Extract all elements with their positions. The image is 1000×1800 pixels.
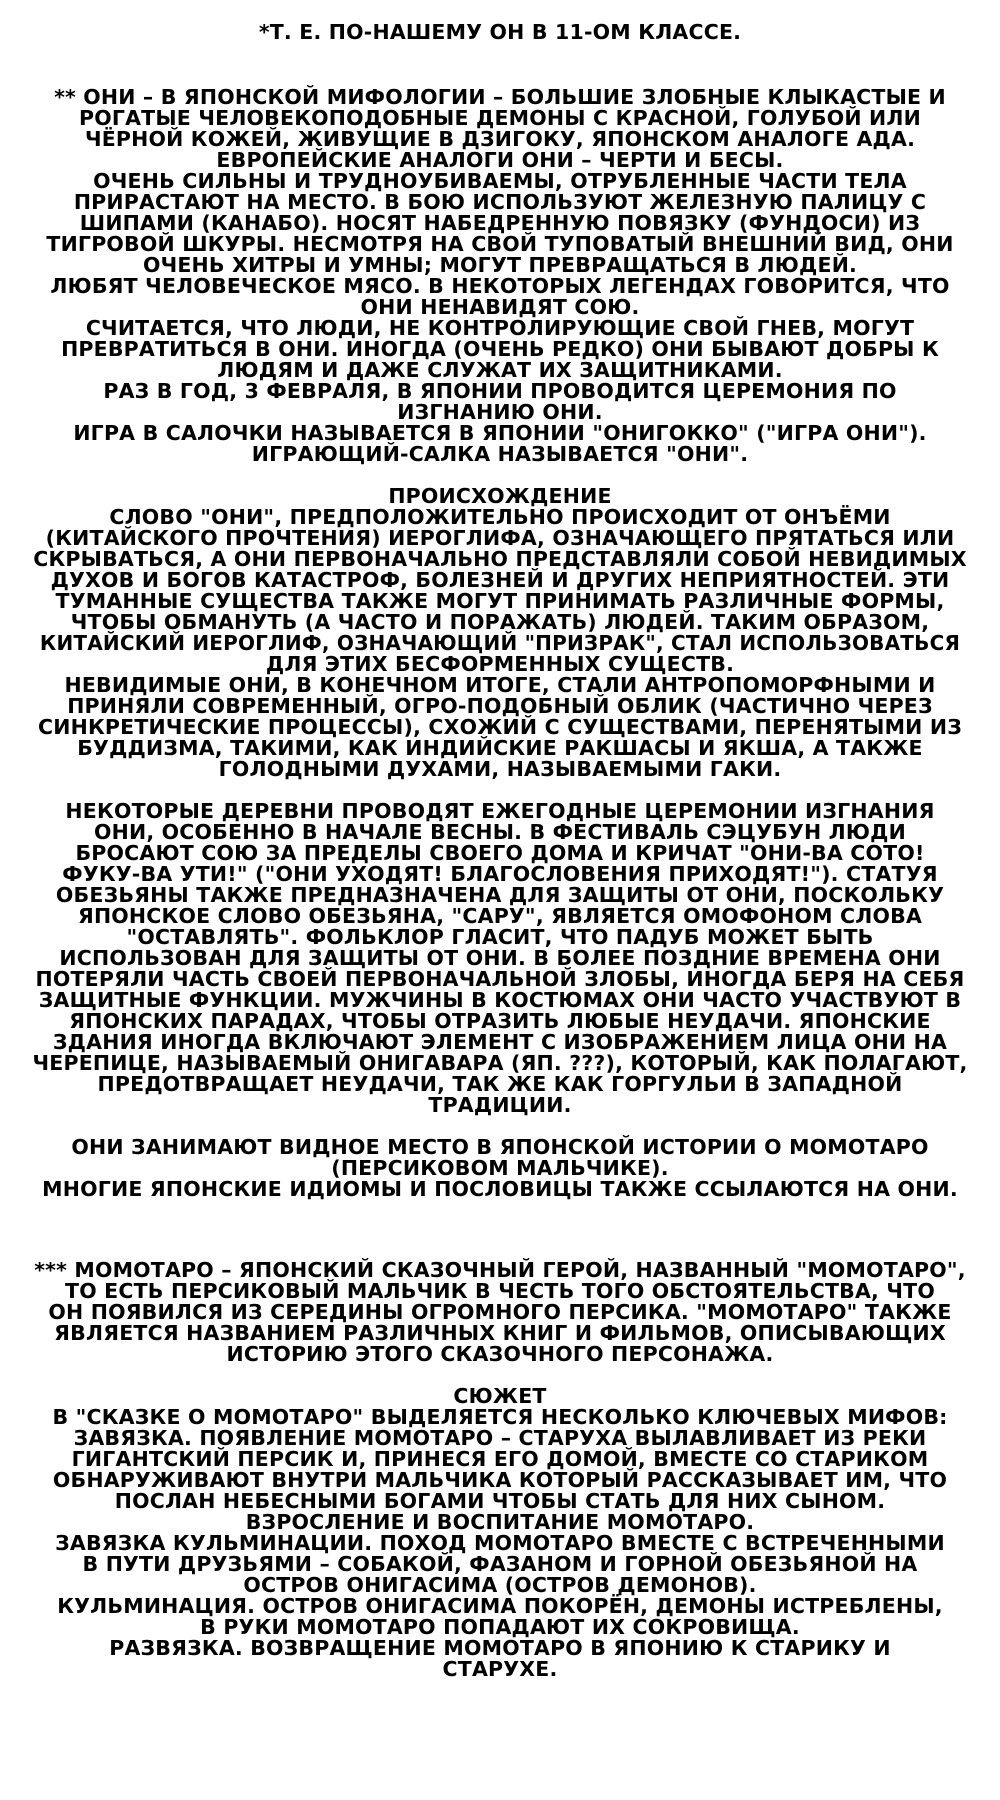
text-line: ЗАВЯЗКА КУЛЬМИНАЦИИ. ПОХОД МОМОТАРО ВМЕСТЕ С ВСТРЕЧЕННЫМИ	[55, 1531, 945, 1555]
text-line: ПРЕВРАТИТЬСЯ В ОНИ. ИНОГДА (ОЧЕНЬ РЕДКО) ОНИ БЫВАЮТ ДОБРЫ К	[61, 337, 939, 361]
text-line: ЧЕРЕПИЦЕ, НАЗЫВАЕМЫЙ ОНИГАВАРА (ЯП. ???), КОТОРЫЙ, КАК ПОЛАГАЮТ,	[32, 1051, 968, 1075]
text-line: СЛОВО "ОНИ", ПРЕДПОЛОЖИТЕЛЬНО ПРОИСХОДИТ ОТ ОНЪЁМИ	[109, 505, 891, 529]
text-line: В ПУТИ ДРУЗЬЯМИ – СОБАКОЙ, ФАЗАНОМ И ГОРНОЙ ОБЕЗЬЯНОЙ НА	[82, 1552, 918, 1576]
text-line: РОГАТЫЕ ЧЕЛОВЕКОПОДОБНЫЕ ДЕМОНЫ С КРАСНОЙ, ГОЛУБОЙ ИЛИ	[79, 106, 921, 130]
text-line: МНОГИЕ ЯПОНСКИЕ ИДИОМЫ И ПОСЛОВИЦЫ ТАКЖЕ ССЫЛАЮТСЯ НА ОНИ.	[42, 1177, 958, 1201]
text-line: ОНИ НЕНАВИДЯТ СОЮ.	[360, 295, 640, 319]
text-line: ИЗГНАНИЮ ОНИ.	[397, 400, 603, 424]
text-line: ИСТОРИЮ ЭТОГО СКАЗОЧНОГО ПЕРСОНАЖА.	[226, 1342, 774, 1366]
text-line: "ОСТАВЛЯТЬ". ФОЛЬКЛОР ГЛАСИТ, ЧТО ПАДУБ МОЖЕТ БЫТЬ	[126, 925, 874, 949]
text-line: ОЧЕНЬ СИЛЬНЫ И ТРУДНОУБИВАЕМЫ, ОТРУБЛЕННЫЕ ЧАСТИ ТЕЛА	[93, 169, 907, 193]
text-line: ТИГРОВОЙ ШКУРЫ. НЕСМОТРЯ НА СВОЙ ТУПОВАТЫЙ ВНЕШНИЙ ВИД, ОНИ	[46, 232, 954, 256]
text-line: ГИГАНТСКИЙ ПЕРСИК И, ПРИНЕСЯ ЕГО ДОМОЙ, ВМЕСТЕ СО СТАРИКОМ	[71, 1447, 929, 1471]
text-line: *** МОМОТАРО – ЯПОНСКИЙ СКАЗОЧНЫЙ ГЕРОЙ, НАЗВАННЫЙ "МОМОТАРО",	[34, 1258, 966, 1282]
text-line: ИГРАЮЩИЙ-САЛКА НАЗЫВАЕТСЯ "ОНИ".	[251, 442, 749, 466]
text-line: ОСТРОВ ОНИГАСИМА (ОСТРОВ ДЕМОНОВ).	[243, 1573, 757, 1597]
footnote-momotaro	[30, 1260, 970, 1680]
text-line: ДУХОВ И БОГОВ КАТАСТРОФ, БОЛЕЗНЕЙ И ДРУГИХ НЕПРИЯТНОСТЕЙ. ЭТИ	[50, 568, 950, 592]
text-line: СКРЫВАТЬСЯ, А ОНИ ПЕРВОНАЧАЛЬНО ПРЕДСТАВЛЯЛИ СОБОЙ НЕВИДИМЫХ	[33, 547, 967, 571]
text-line: БРОСАЮТ СОЮ ЗА ПРЕДЕЛЫ СВОЕГО ДОМА И КРИЧАТ "ОНИ-ВА СОТО!	[75, 841, 925, 865]
text-line: ПРИНЯЛИ СОВРЕМЕННЫЙ, ОГРО-ПОДОБНЫЙ ОБЛИК (ЧАСТИЧНО ЧЕРЕЗ	[67, 694, 933, 718]
oni-momotaro-paragraph	[30, 1137, 970, 1200]
text-line: ГОЛОДНЫМИ ДУХАМИ, НАЗЫВАЕМЫМИ ГАКИ.	[218, 757, 782, 781]
text-line: В "СКАЗКЕ О МОМОТАРО" ВЫДЕЛЯЕТСЯ НЕСКОЛЬКО КЛЮЧЕВЫХ МИФОВ:	[52, 1405, 948, 1429]
text-line: ПОСЛАН НЕБЕСНЫМИ БОГАМИ ЧТОБЫ СТАТЬ ДЛЯ НИХ СЫНОМ.	[114, 1489, 886, 1513]
text-line: ЛЮБЯТ ЧЕЛОВЕЧЕСКОЕ МЯСО. В НЕКОТОРЫХ ЛЕГЕНДАХ ГОВОРИТСЯ, ЧТО	[50, 274, 950, 298]
text-line: ИГРА В САЛОЧКИ НАЗЫВАЕТСЯ В ЯПОНИИ "ОНИГОККО" ("ИГРА ОНИ").	[73, 421, 927, 445]
text-line: В РУКИ МОМОТАРО ПОПАДАЮТ ИХ СОКРОВИЩА.	[200, 1615, 800, 1639]
text-line: НЕВИДИМЫЕ ОНИ, В КОНЕЧНОМ ИТОГЕ, СТАЛИ АНТРОПОМОРФНЫМИ И	[64, 673, 936, 697]
text-line: ОН ПОЯВИЛСЯ ИЗ СЕРЕДИНЫ ОГРОМНОГО ПЕРСИКА. "МОМОТАРО" ТАКЖЕ	[48, 1300, 952, 1324]
text-line: ВЗРОСЛЕНИЕ И ВОСПИТАНИЕ МОМОТАРО.	[245, 1510, 755, 1534]
text-line: КИТАЙСКИЙ ИЕРОГЛИФ, ОЗНАЧАЮЩИЙ "ПРИЗРАК", СТАЛ ИСПОЛЬЗОВАТЬСЯ	[39, 631, 961, 655]
footnote-class: *Т. Е. ПО-НАШЕМУ ОН В 11-ОМ КЛАССЕ.	[258, 20, 742, 44]
text-line: ТРАДИЦИИ.	[428, 1093, 572, 1117]
text-line: ** ОНИ – В ЯПОНСКОЙ МИФОЛОГИИ – БОЛЬШИЕ ЗЛОБНЫЕ КЛЫКАСТЫЕ И	[54, 85, 946, 109]
text-line: ЧТОБЫ ОБМАНУТЬ (А ЧАСТО И ПОРАЖАТЬ) ЛЮДЕЙ. ТАКИМ ОБРАЗОМ,	[70, 610, 930, 634]
momotaro-plot-paragraph	[30, 1407, 970, 1680]
text-line: ИСПОЛЬЗОВАН ДЛЯ ЗАЩИТЫ ОТ ОНИ. В БОЛЕЕ ПОЗДНИЕ ВРЕМЕНА ОНИ	[59, 946, 941, 970]
text-line: ЛЮДЯМ И ДАЖЕ СЛУЖАТ ИХ ЗАЩИТНИКАМИ.	[217, 358, 783, 382]
origin-heading: ПРОИСХОЖДЕНИЕ	[388, 484, 612, 508]
text-line: ТО ЕСТЬ ПЕРСИКОВЫЙ МАЛЬЧИК В ЧЕСТЬ ТОГО ОБСТОЯТЕЛЬСТВА, ЧТО	[65, 1279, 935, 1303]
text-line: ЗДАНИЯ ИНОГДА ВКЛЮЧАЮТ ЭЛЕМЕНТ С ИЗОБРАЖЕНИЕМ ЛИЦА ОНИ НА	[52, 1030, 948, 1054]
text-line: ЯВЛЯЕТСЯ НАЗВАНИЕМ РАЗЛИЧНЫХ КНИГ И ФИЛЬМОВ, ОПИСЫВАЮЩИХ	[54, 1321, 946, 1345]
momotaro-intro-paragraph	[30, 1260, 970, 1365]
oni-origin-paragraph	[30, 507, 970, 780]
text-line: БУДДИЗМА, ТАКИМИ, КАК ИНДИЙСКИЕ РАКШАСЫ И ЯКША, А ТАКЖЕ	[77, 736, 923, 760]
text-line: РАЗ В ГОД, 3 ФЕВРАЛЯ, В ЯПОНИИ ПРОВОДИТСЯ ЦЕРЕМОНИЯ ПО	[103, 379, 897, 403]
text-line: СТАРУХЕ.	[442, 1657, 558, 1681]
text-line: ЗАЩИТНЫЕ ФУНКЦИИ. МУЖЧИНЫ В КОСТЮМАХ ОНИ ЧАСТО УЧАСТВУЮТ В	[38, 988, 962, 1012]
text-line: ПРИРАСТАЮТ НА МЕСТО. В БОЮ ИСПОЛЬЗУЮТ ЖЕЛЕЗНУЮ ПАЛИЦУ С	[73, 190, 927, 214]
text-line: ОНИ ЗАНИМАЮТ ВИДНОЕ МЕСТО В ЯПОНСКОЙ ИСТОРИИ О МОМОТАРО	[71, 1135, 929, 1159]
text-line: ОНИ, ОСОБЕННО В НАЧАЛЕ ВЕСНЫ. В ФЕСТИВАЛЬ СЭЦУБУН ЛЮДИ	[94, 820, 906, 844]
oni-intro-paragraph	[30, 87, 970, 465]
text-line: ЧЁРНОЙ КОЖЕЙ, ЖИВУЩИЕ В ДЗИГОКУ, ЯПОНСКОМ АНАЛОГЕ АДА.	[84, 127, 916, 151]
text-line: ОБНАРУЖИВАЮТ ВНУТРИ МАЛЬЧИКА КОТОРЫЙ РАССКАЗЫВАЕТ ИМ, ЧТО	[52, 1468, 948, 1492]
text-line: НЕКОТОРЫЕ ДЕРЕВНИ ПРОВОДЯТ ЕЖЕГОДНЫЕ ЦЕРЕМОНИИ ИЗГНАНИЯ	[65, 799, 935, 823]
text-line: ШИПАМИ (КАНАБО). НОСЯТ НАБЕДРЕННУЮ ПОВЯЗКУ (ФУНДОСИ) ИЗ	[79, 211, 921, 235]
text-line: ФУКУ-ВА УТИ!" ("ОНИ УХОДЯТ! БЛАГОСЛОВЕНИЯ ПРИХОДЯТ!"). СТАТУЯ	[62, 862, 938, 886]
text-line: ДЛЯ ЭТИХ БЕСФОРМЕННЫХ СУЩЕСТВ.	[265, 652, 735, 676]
text-line: ЯПОНСКОЕ СЛОВО ОБЕЗЬЯНА, "САРУ", ЯВЛЯЕТСЯ ОМОФОНОМ СЛОВА	[77, 904, 923, 928]
text-line: ОЧЕНЬ ХИТРЫ И УМНЫ; МОГУТ ПРЕВРАЩАТЬСЯ В ЛЮДЕЙ.	[142, 253, 858, 277]
plot-heading: СЮЖЕТ	[453, 1384, 547, 1408]
text-line: ЯПОНСКИХ ПАРАДАХ, ЧТОБЫ ОТРАЗИТЬ ЛЮБЫЕ НЕУДАЧИ. ЯПОНСКИЕ	[69, 1009, 931, 1033]
text-line: ОБЕЗЬЯНЫ ТАКЖЕ ПРЕДНАЗНАЧЕНА ДЛЯ ЗАЩИТЫ ОТ ОНИ, ПОСКОЛЬКУ	[55, 883, 945, 907]
text-line: ПРЕДОТВРАЩАЕТ НЕУДАЧИ, ТАК ЖЕ КАК ГОРГУЛЬИ В ЗАПАДНОЙ	[97, 1072, 903, 1096]
footnote-oni	[30, 87, 970, 1200]
text-line: ПОТЕРЯЛИ ЧАСТЬ СВОЕЙ ПЕРВОНАЧАЛЬНОЙ ЗЛОБЫ, ИНОГДА БЕРЯ НА СЕБЯ	[35, 967, 965, 991]
text-line: ЗАВЯЗКА. ПОЯВЛЕНИЕ МОМОТАРО – СТАРУХА ВЫЛАВЛИВАЕТ ИЗ РЕКИ	[73, 1426, 927, 1450]
text-line: РАЗВЯЗКА. ВОЗВРАЩЕНИЕ МОМОТАРО В ЯПОНИЮ К СТАРИКУ И	[109, 1636, 891, 1660]
text-line: СЧИТАЕТСЯ, ЧТО ЛЮДИ, НЕ КОНТРОЛИРУЮЩИЕ СВОЙ ГНЕВ, МОГУТ	[85, 316, 915, 340]
text-line: (ПЕРСИКОВОМ МАЛЬЧИКЕ).	[331, 1156, 669, 1180]
text-line: ЕВРОПЕЙСКИЕ АНАЛОГИ ОНИ – ЧЕРТИ И БЕСЫ.	[216, 148, 784, 172]
text-line: СИНКРЕТИЧЕСКИЕ ПРОЦЕССЫ), СХОЖИЙ С СУЩЕСТВАМИ, ПЕРЕНЯТЫМИ ИЗ	[37, 715, 962, 739]
text-line: (КИТАЙСКОГО ПРОЧТЕНИЯ) ИЕРОГЛИФА, ОЗНАЧАЮЩЕГО ПРЯТАТЬСЯ ИЛИ	[45, 526, 955, 550]
text-line: ТУМАННЫЕ СУЩЕСТВА ТАКЖЕ МОГУТ ПРИНИМАТЬ РАЗЛИЧНЫЕ ФОРМЫ,	[55, 589, 945, 613]
text-line: КУЛЬМИНАЦИЯ. ОСТРОВ ОНИГАСИМА ПОКОРЁН, ДЕМОНЫ ИСТРЕБЛЕНЫ,	[57, 1594, 943, 1618]
oni-ceremonies-paragraph	[30, 801, 970, 1116]
